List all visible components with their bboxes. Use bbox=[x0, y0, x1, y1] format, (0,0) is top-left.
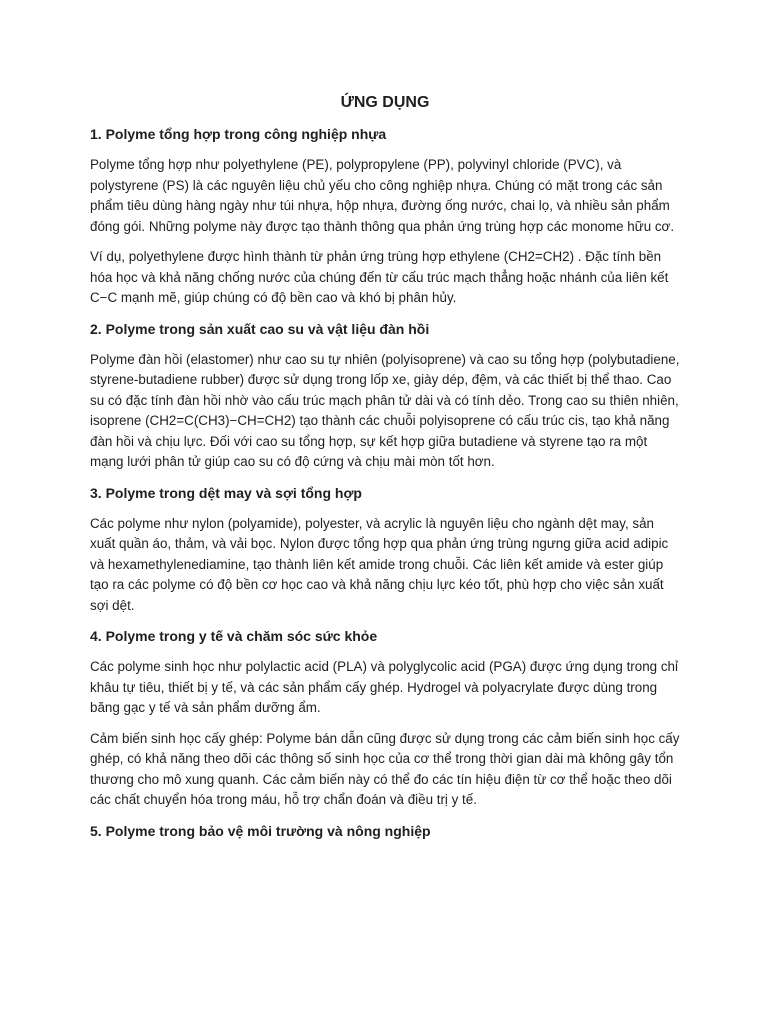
paragraph: Polyme đàn hồi (elastomer) như cao su tự nhiên (polyisoprene) và cao su tổng hợp (polybutadiene, styrene-butadiene rubber) được sử dụng trong lốp xe, giày dép, đệm, và các thiết bị thể thao. Cao su có đặc tính đàn hồi nhờ vào cấu trúc mạch phân tử dài và có tính dẻo. Trong cao su thiên nhiên, isoprene (CH2=C(CH3)−CH=CH2) tạo thành các chuỗi polyisoprene có cấu trúc cis, tạo khả năng đàn hồi và chịu lực. Đối với cao su tổng hợp, sự kết hợp giữa butadiene và styrene tạo ra một mạng lưới phân tử giúp cao su có độ cứng và chịu mài mòn tốt hơn. bbox=[90, 351, 680, 469]
section-rubber-elastomers bbox=[90, 319, 680, 473]
paragraph: Polyme tổng hợp như polyethylene (PE), polypropylene (PP), polyvinyl chloride (PVC), và polystyrene (PS) là các nguyên liệu chủ yếu cho công nghiệp nhựa. Chúng có mặt trong các sản phẩm tiêu dùng hàng ngày như túi nhựa, hộp nhựa, đường ống nước, chai lọ, và nhiều sản phẩm đóng gói. Những polyme này được tạo thành thông qua phản ứng trùng hợp các monome hữu cơ. bbox=[90, 157, 675, 234]
paragraph: Ví dụ, polyethylene được hình thành từ phản ứng trùng hợp ethylene (CH2=CH2) . Đặc tính bền hóa học và khả năng chống nước của chúng đến từ cấu trúc mạch thẳng hoặc nhánh của liên kết C−C mạnh mẽ, giúp chúng có độ bền cao và khó bị phân hủy. bbox=[90, 249, 669, 305]
paragraph: Các polyme như nylon (polyamide), polyester, và acrylic là nguyên liệu cho ngành dệt may, sản xuất quần áo, thảm, và vải bọc. Nylon được tổng hợp qua phản ứng trùng ngưng giữa acid adipic và hexamethylenediamine, tạo thành liên kết amide trong chuỗi. Các liên kết amide và ester giúp tạo ra các polyme có độ bền cơ học cao và khả năng chịu lực kéo tốt, phù hợp cho việc sản xuất sợi dệt. bbox=[90, 515, 669, 613]
section-healthcare bbox=[90, 626, 680, 811]
section-heading: 3. Polyme trong dệt may và sợi tổng hợp bbox=[90, 484, 362, 501]
section-heading: 1. Polyme tổng hợp trong công nghiệp nhựa bbox=[90, 126, 387, 142]
section-plastics-industry bbox=[90, 124, 680, 309]
section-heading: 2. Polyme trong sản xuất cao su và vật liệu đàn hồi bbox=[90, 320, 430, 337]
section-environment-agriculture bbox=[90, 821, 680, 841]
section-heading: 4. Polyme trong y tế và chăm sóc sức khỏe bbox=[90, 628, 378, 644]
document-page bbox=[90, 92, 680, 852]
section-heading: 5. Polyme trong bảo vệ môi trường và nông nghiệp bbox=[90, 822, 431, 839]
section-textiles-fibers bbox=[90, 483, 680, 617]
paragraph: Cảm biến sinh học cấy ghép: Polyme bán dẫn cũng được sử dụng trong các cảm biến sinh học cấy ghép, có khả năng theo dõi các thông số sinh học của cơ thể trong thời gian dài mà không gây tổn thương cho mô xung quanh. Các cảm biến này có thể đo các tín hiệu điện từ cơ thể hoặc theo dõi các chất chuyển hóa trong máu, hỗ trợ chẩn đoán và điều trị y tế. bbox=[90, 730, 680, 807]
paragraph: Các polyme sinh học như polylactic acid (PLA) và polyglycolic acid (PGA) được ứng dụng trong chỉ khâu tự tiêu, thiết bị y tế, và các sản phẩm cấy ghép. Hydrogel và polyacrylate được dùng trong băng gạc y tế và sản phẩm dưỡng ẩm. bbox=[90, 659, 678, 715]
document-title: ỨNG DỤNG bbox=[340, 94, 430, 111]
